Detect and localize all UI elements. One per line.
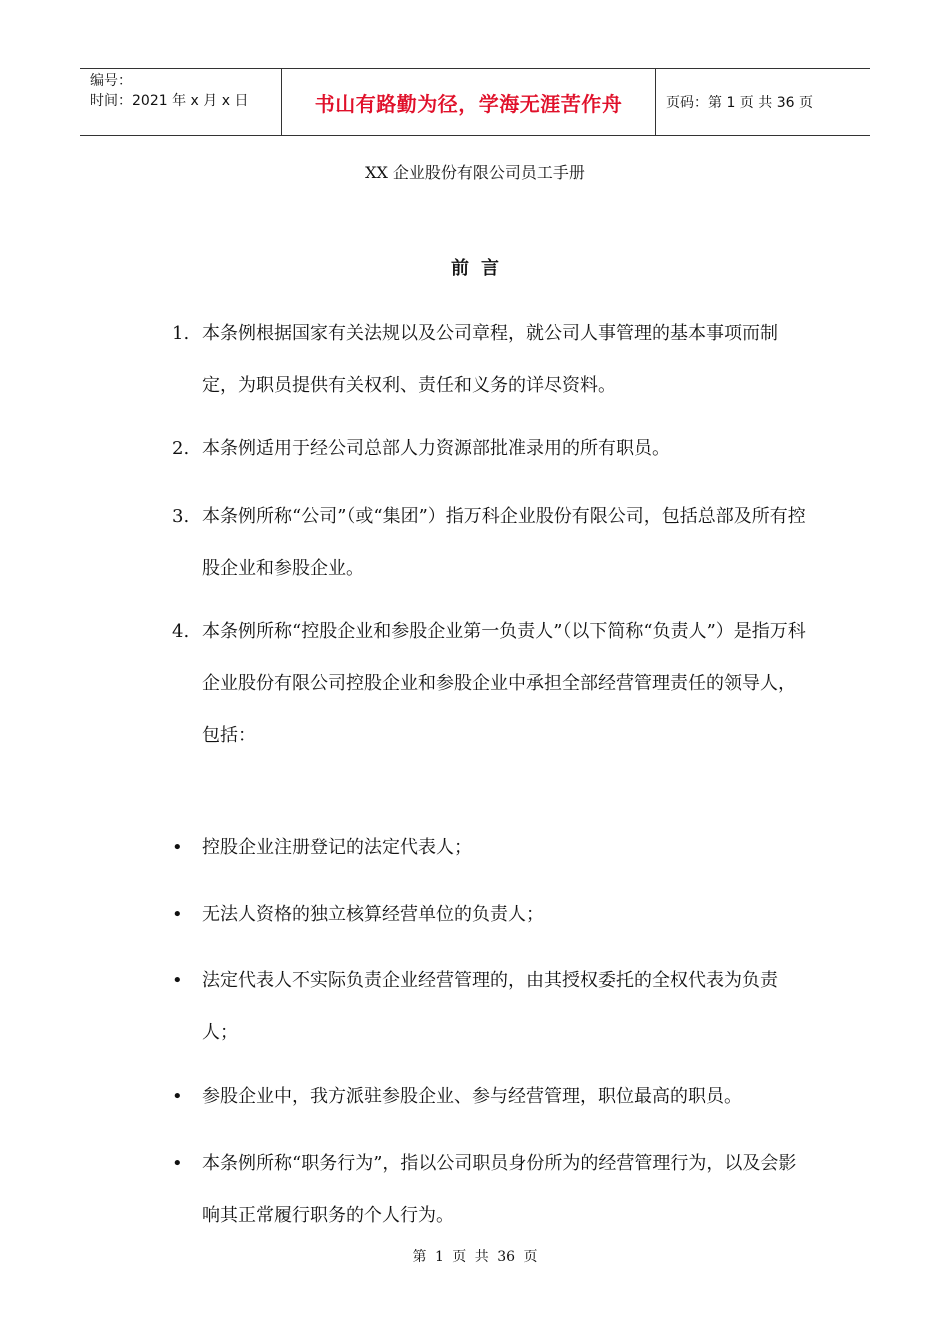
- bullet-item: 无法人资格的独立核算经营单位的负责人；: [202, 904, 544, 925]
- bullet-marker: •: [172, 970, 183, 991]
- bullet-marker: •: [172, 904, 183, 925]
- page-header: [80, 68, 870, 136]
- list-item: 本条例根据国家有关法规以及公司章程，就公司人事管理的基本事项而制定，为职员提供有关权利、责任和义务的详尽资料。: [202, 323, 778, 396]
- list-item: 本条例所称“控股企业和参股企业第一负责人”（以下简称“负责人”）是指万科企业股份有限公司控股企业和参股企业中承担全部经营管理责任的领导人，包括：: [202, 621, 806, 746]
- page-footer: 第 1 页 共 36 页: [412, 1249, 538, 1265]
- document-date: 时间：2021 年 x 月 x 日: [90, 93, 249, 109]
- list-item-marker: 3.: [172, 506, 190, 527]
- bullet-item: 控股企业注册登记的法定代表人；: [202, 837, 472, 858]
- list-item-marker: 4.: [172, 621, 190, 642]
- bullet-marker: •: [172, 837, 183, 858]
- header-meta: [80, 69, 282, 135]
- section-title: 前言: [451, 258, 511, 279]
- bullet-marker: •: [172, 1153, 183, 1174]
- bullet-marker: •: [172, 1086, 183, 1107]
- list-item: 本条例适用于经公司总部人力资源部批准录用的所有职员。: [202, 438, 670, 459]
- list-item: 本条例所称“公司”（或“集团”）指万科企业股份有限公司，包括总部及所有控股企业和参股企业。: [202, 506, 806, 579]
- document-number-label: 编号：: [90, 73, 132, 89]
- bullet-item: 法定代表人不实际负责企业经营管理的，由其授权委托的全权代表为负责人；: [202, 970, 778, 1043]
- list-item-marker: 1.: [172, 323, 190, 344]
- header-page-info: 页码：第 1 页 共 36 页: [666, 95, 813, 111]
- document-title: XX 企业股份有限公司员工手册: [365, 163, 585, 182]
- bullet-item: 本条例所称“职务行为”，指以公司职员身份所为的经营管理行为，以及会影响其正常履行职务的个人行为。: [202, 1153, 797, 1226]
- list-item-marker: 2.: [172, 438, 190, 459]
- header-motto: 书山有路勤为径，学海无涯苦作舟: [282, 69, 656, 135]
- bullet-item: 参股企业中，我方派驻参股企业、参与经营管理，职位最高的职员。: [202, 1086, 742, 1107]
